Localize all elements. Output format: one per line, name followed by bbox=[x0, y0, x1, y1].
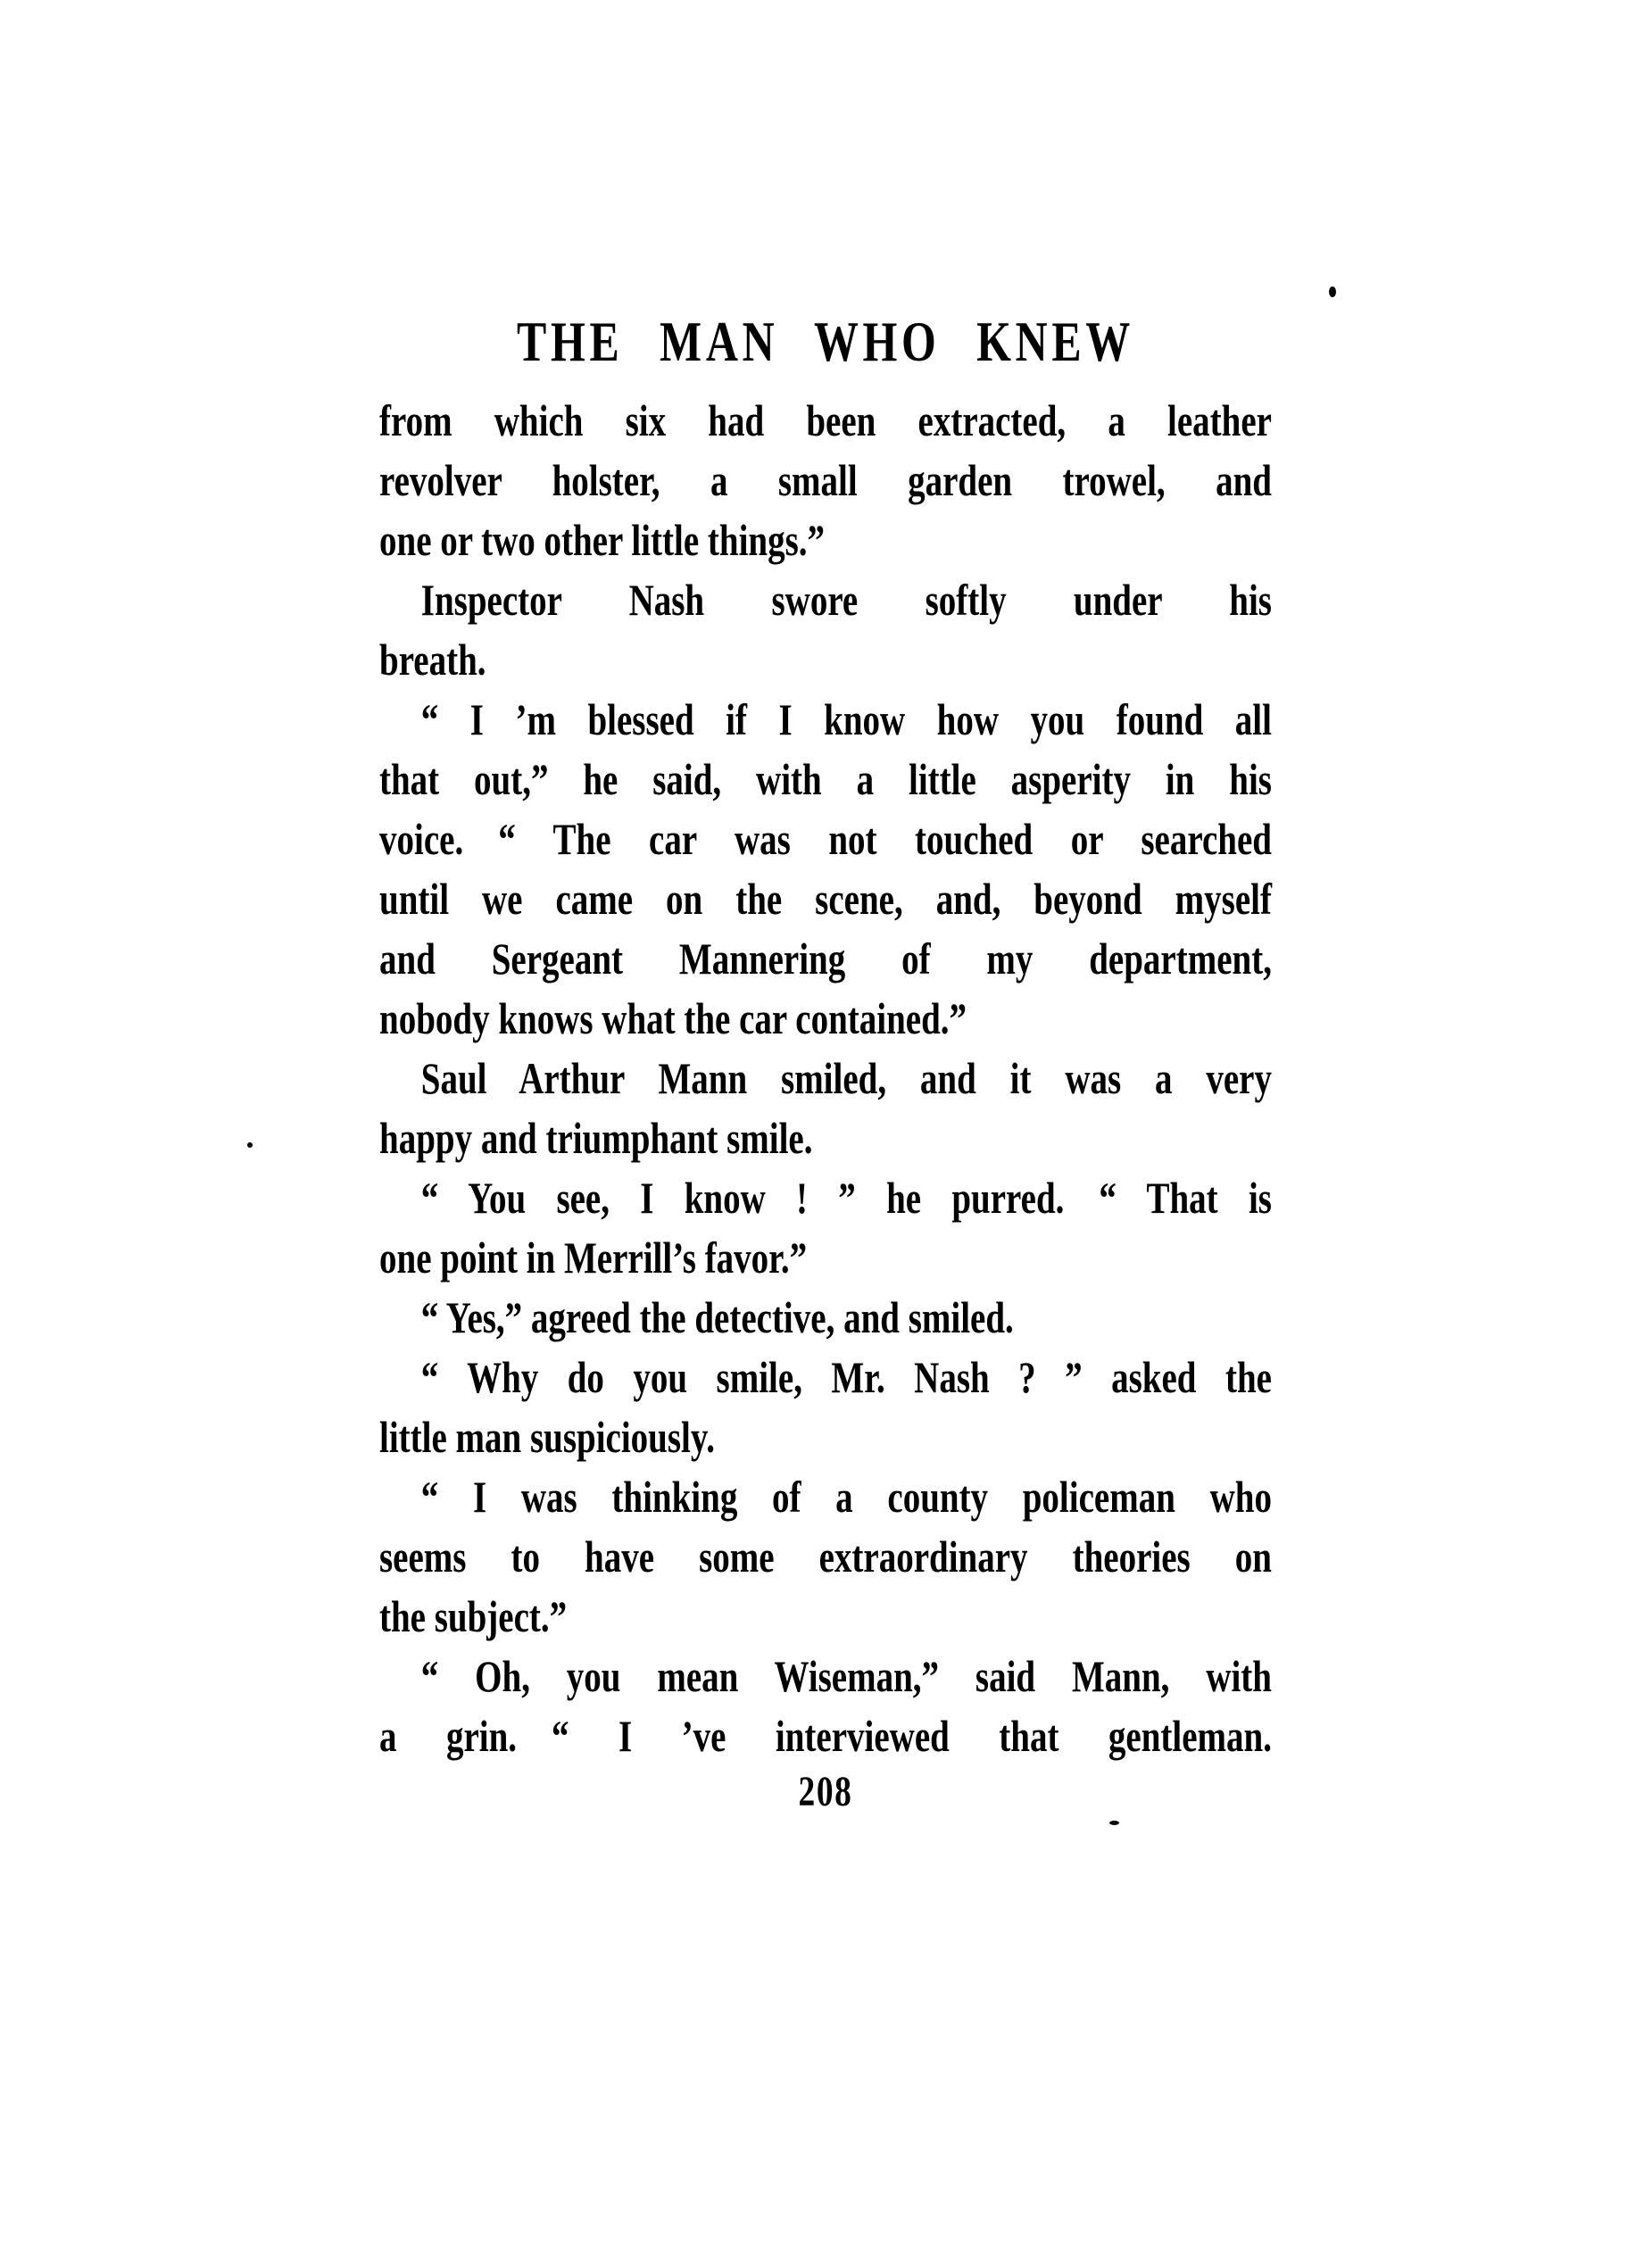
text-line: little man suspiciously. bbox=[379, 1412, 715, 1462]
text-line: happy and triumphant smile. bbox=[379, 1113, 813, 1163]
text-line: seems to have some extraordinary theories on bbox=[379, 1531, 1272, 1581]
text-line: “ Yes,” agreed the detective, and smiled. bbox=[420, 1292, 1014, 1342]
ink-speck bbox=[247, 1142, 253, 1148]
page-number: 208 bbox=[798, 1768, 853, 1815]
ink-speck bbox=[1329, 286, 1336, 297]
text-line: revolver holster, a small garden trowel, and bbox=[379, 455, 1272, 505]
text-line: “ Oh, you mean Wiseman,” said Mann, with bbox=[420, 1651, 1272, 1701]
text-line: that out,” he said, with a little asperity in his bbox=[379, 754, 1272, 804]
text-line: “ Why do you smile, Mr. Nash ? ” asked the bbox=[420, 1352, 1272, 1402]
text-line: from which six had been extracted, a leather bbox=[379, 395, 1272, 445]
text-line: and Sergeant Mannering of my department, bbox=[379, 934, 1272, 984]
text-line: “ I was thinking of a county policeman who bbox=[420, 1472, 1272, 1522]
text-line: “ I ’m blessed if I know how you found all bbox=[420, 694, 1272, 744]
text-line: nobody knows what the car contained.” bbox=[379, 993, 967, 1043]
text-line: until we came on the scene, and, beyond myself bbox=[379, 874, 1272, 924]
text-line: a grin. “ I ’ve interviewed that gentleman. bbox=[379, 1711, 1272, 1761]
text-line: “ You see, I know ! ” he purred. “ That is bbox=[420, 1173, 1272, 1223]
text-line: one point in Merrill’s favor.” bbox=[379, 1233, 808, 1282]
text-line: Saul Arthur Mann smiled, and it was a very bbox=[420, 1053, 1272, 1103]
ink-speck bbox=[1109, 1821, 1119, 1825]
text-line: the subject.” bbox=[379, 1591, 568, 1641]
text-line: breath. bbox=[379, 635, 486, 685]
text-line: voice. “ The car was not touched or searched bbox=[379, 814, 1272, 864]
text-line: one or two other little things.” bbox=[379, 515, 826, 565]
body-text bbox=[379, 391, 1523, 1766]
page-header-title: THE MAN WHO KNEW bbox=[517, 310, 1134, 373]
text-line: Inspector Nash swore softly under his bbox=[420, 575, 1272, 625]
